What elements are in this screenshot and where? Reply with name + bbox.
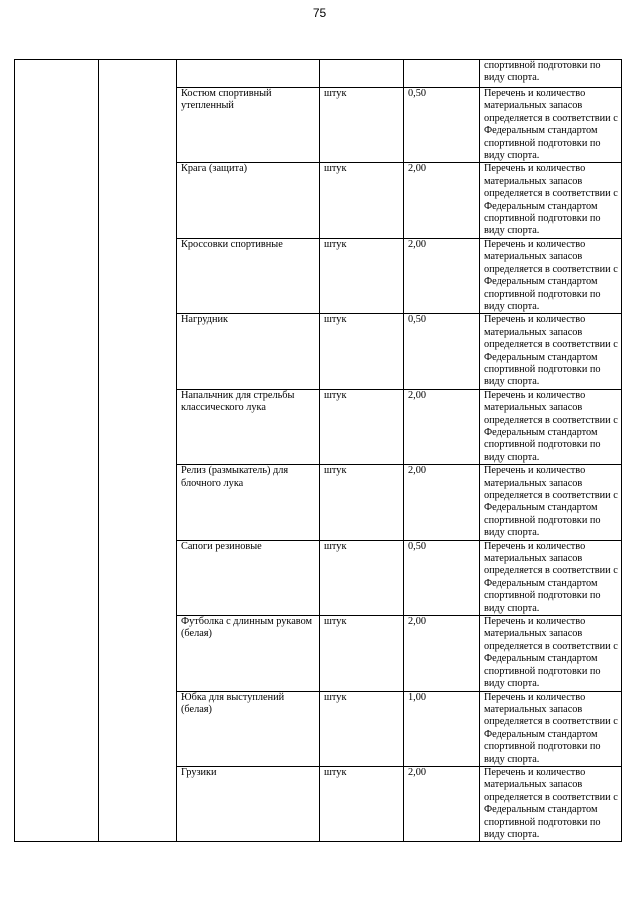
note-cell: Перечень и количество материальных запасов определяется в соответствии с Федеральным стандартом спортивной подготовки по виду спорта. xyxy=(480,691,622,766)
item-name-cell: Грузики xyxy=(177,766,320,841)
qty-cell: 2,00 xyxy=(404,465,480,540)
note-cell: Перечень и количество материальных запасов определяется в соответствии с Федеральным стандартом спортивной подготовки по виду спорта. xyxy=(480,238,622,313)
qty-cell: 2,00 xyxy=(404,766,480,841)
unit-cell: штук xyxy=(320,540,404,615)
note-cell: Перечень и количество материальных запасов определяется в соответствии с Федеральным стандартом спортивной подготовки по виду спорта. xyxy=(480,540,622,615)
unit-cell: штук xyxy=(320,616,404,691)
qty-cell: 0,50 xyxy=(404,314,480,389)
unit-cell: штук xyxy=(320,238,404,313)
qty-cell: 2,00 xyxy=(404,616,480,691)
merged-cell-1 xyxy=(15,60,99,842)
item-name-cell xyxy=(177,60,320,88)
unit-cell: штук xyxy=(320,691,404,766)
note-cell: Перечень и количество материальных запасов определяется в соответствии с Федеральным стандартом спортивной подготовки по виду спорта. xyxy=(480,766,622,841)
qty-cell: 0,50 xyxy=(404,88,480,163)
item-name-cell: Крага (защита) xyxy=(177,163,320,238)
qty-cell: 2,00 xyxy=(404,238,480,313)
unit-cell: штук xyxy=(320,766,404,841)
qty-cell: 2,00 xyxy=(404,389,480,464)
item-name-cell: Футболка с длинным рукавом (белая) xyxy=(177,616,320,691)
unit-cell: штук xyxy=(320,389,404,464)
unit-cell: штук xyxy=(320,88,404,163)
qty-cell xyxy=(404,60,480,88)
note-cell: Перечень и количество материальных запасов определяется в соответствии с Федеральным стандартом спортивной подготовки по виду спорта. xyxy=(480,314,622,389)
note-cell: Перечень и количество материальных запасов определяется в соответствии с Федеральным стандартом спортивной подготовки по виду спорта. xyxy=(480,163,622,238)
note-cell: Перечень и количество материальных запасов определяется в соответствии с Федеральным стандартом спортивной подготовки по виду спорта. xyxy=(480,389,622,464)
item-name-cell: Релиз (размыкатель) для блочного лука xyxy=(177,465,320,540)
qty-cell: 1,00 xyxy=(404,691,480,766)
page-number: 75 xyxy=(312,6,327,20)
item-name-cell: Костюм спортивный утепленный xyxy=(177,88,320,163)
unit-cell xyxy=(320,60,404,88)
unit-cell: штук xyxy=(320,163,404,238)
item-name-cell: Напальчник для стрельбы классического лука xyxy=(177,389,320,464)
qty-cell: 2,00 xyxy=(404,163,480,238)
merged-cell-2 xyxy=(99,60,177,842)
item-name-cell: Кроссовки спортивные xyxy=(177,238,320,313)
table-row-continued xyxy=(15,60,622,88)
qty-cell: 0,50 xyxy=(404,540,480,615)
item-name-cell: Сапоги резиновые xyxy=(177,540,320,615)
item-name-cell: Юбка для выступлений (белая) xyxy=(177,691,320,766)
equipment-table xyxy=(14,59,622,842)
note-cell: Перечень и количество материальных запасов определяется в соответствии с Федеральным стандартом спортивной подготовки по виду спорта. xyxy=(480,616,622,691)
note-cell: спортивной подготовки по виду спорта. xyxy=(480,60,622,88)
unit-cell: штук xyxy=(320,465,404,540)
note-cell: Перечень и количество материальных запасов определяется в соответствии с Федеральным стандартом спортивной подготовки по виду спорта. xyxy=(480,465,622,540)
item-name-cell: Нагрудник xyxy=(177,314,320,389)
unit-cell: штук xyxy=(320,314,404,389)
note-cell: Перечень и количество материальных запасов определяется в соответствии с Федеральным стандартом спортивной подготовки по виду спорта. xyxy=(480,88,622,163)
